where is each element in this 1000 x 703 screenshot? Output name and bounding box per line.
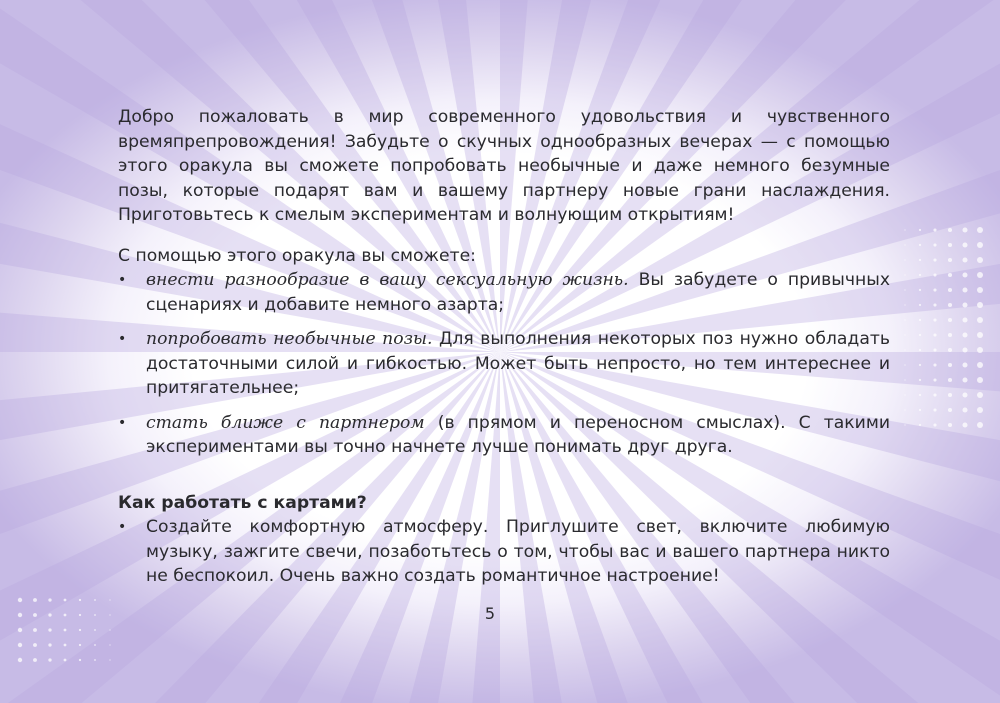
background-dot bbox=[919, 334, 921, 336]
background-dot bbox=[18, 658, 22, 662]
background-dot bbox=[48, 598, 51, 601]
background-dot bbox=[94, 599, 96, 601]
background-dot bbox=[109, 659, 110, 660]
background-dot bbox=[109, 644, 110, 645]
list-item-text: Вы забудете о привычных сценариях и добавите немного азарта; bbox=[146, 270, 891, 315]
section-heading: Как работать с картами? bbox=[118, 492, 367, 513]
list-item-emphasis: попробовать необычные позы. bbox=[146, 329, 433, 349]
background-dot bbox=[977, 392, 983, 398]
background-dot bbox=[919, 349, 921, 351]
background-dot bbox=[18, 598, 22, 602]
background-dot bbox=[94, 659, 96, 661]
background-dot bbox=[948, 408, 952, 412]
background-dot bbox=[933, 408, 936, 411]
background-dot bbox=[64, 599, 67, 602]
background-dot bbox=[977, 347, 983, 353]
background-dot bbox=[933, 378, 936, 381]
background-dot bbox=[933, 333, 936, 336]
background-dot bbox=[48, 643, 51, 646]
steps-list bbox=[118, 515, 890, 589]
bullet-marker: • bbox=[118, 331, 127, 347]
background-dot bbox=[948, 258, 952, 262]
background-dot bbox=[109, 629, 110, 630]
background-dot bbox=[79, 599, 81, 601]
background-dot bbox=[919, 259, 921, 261]
background-dot bbox=[977, 257, 983, 263]
background-dot bbox=[962, 392, 967, 397]
list-item-text: Создайте комфортную атмосферу. Приглушите свет, включите любимую музыку, зажгите свечи, позаботьтесь о том, чтобы вас и вашего партнера никто не беспокоил. Очень важно создать романтичное настроение! bbox=[146, 517, 890, 586]
background-dot bbox=[977, 377, 983, 383]
background-dot bbox=[919, 244, 921, 246]
background-dot bbox=[919, 364, 921, 366]
background-dot bbox=[948, 318, 952, 322]
background-dot bbox=[933, 303, 936, 306]
background-dot bbox=[948, 333, 952, 337]
background-dot bbox=[977, 362, 983, 368]
background-dot bbox=[48, 613, 51, 616]
background-dot bbox=[919, 379, 921, 381]
background-dot bbox=[904, 274, 905, 275]
background-dot bbox=[904, 349, 905, 350]
background-dot bbox=[919, 424, 921, 426]
background-dot bbox=[94, 614, 96, 616]
background-dot bbox=[109, 599, 110, 600]
background-dot bbox=[933, 393, 936, 396]
background-dot bbox=[18, 628, 22, 632]
background-dot bbox=[977, 272, 983, 278]
background-dot bbox=[919, 394, 921, 396]
background-dot bbox=[904, 424, 905, 425]
background-dot bbox=[933, 423, 936, 426]
background-dot bbox=[962, 347, 967, 352]
background-dot bbox=[962, 227, 967, 232]
background-dot bbox=[919, 304, 921, 306]
list-item bbox=[118, 268, 890, 317]
background-dot bbox=[962, 242, 967, 247]
background-dot bbox=[904, 319, 905, 320]
background-dot bbox=[977, 422, 983, 428]
list-item-emphasis: стать ближе с партнером bbox=[146, 412, 425, 433]
background-dot bbox=[948, 303, 952, 307]
background-dot bbox=[94, 644, 96, 646]
list-item bbox=[118, 327, 890, 401]
background-dot bbox=[79, 614, 81, 616]
list-item-text: (в прямом и переносном смыслах). С такими экспериментами вы точно начнете лучше понимать друг друга. bbox=[146, 412, 890, 457]
background-dot bbox=[948, 273, 952, 277]
background-dot bbox=[64, 614, 67, 617]
background-dot bbox=[977, 287, 983, 293]
background-dot bbox=[933, 228, 936, 231]
list-item-text: Для выполнения некоторых поз нужно обладать достаточными силой и гибкостью. Может быть непросто, но тем интереснее и притягательнее; bbox=[146, 329, 890, 398]
background-dot bbox=[977, 407, 983, 413]
background-dot bbox=[977, 227, 983, 233]
background-dot bbox=[18, 613, 22, 617]
background-dot bbox=[948, 243, 952, 247]
background-dot bbox=[33, 658, 37, 662]
background-dot bbox=[48, 628, 51, 631]
benefits-list bbox=[118, 268, 890, 460]
background-dot bbox=[977, 242, 983, 248]
content bbox=[118, 105, 890, 589]
background-dot bbox=[919, 229, 921, 231]
background-dot bbox=[933, 363, 936, 366]
background-dot bbox=[962, 422, 967, 427]
background-dot bbox=[18, 643, 22, 647]
background-dot bbox=[904, 334, 905, 335]
background-dot bbox=[948, 378, 952, 382]
background-dot bbox=[904, 244, 905, 245]
bullet-marker: • bbox=[118, 414, 127, 431]
background-dot bbox=[933, 243, 936, 246]
background-dot bbox=[977, 302, 983, 308]
background-dot bbox=[48, 658, 51, 661]
background-dot bbox=[948, 228, 952, 232]
background-dot bbox=[904, 364, 905, 365]
background-dot bbox=[933, 288, 936, 291]
background-dot bbox=[33, 613, 37, 617]
background-dot bbox=[933, 348, 936, 351]
background-dot bbox=[919, 409, 921, 411]
bullet-marker: • bbox=[118, 519, 127, 535]
background-dot bbox=[933, 318, 936, 321]
bullet-marker: • bbox=[118, 272, 127, 288]
background-dot bbox=[933, 258, 936, 261]
background-dot bbox=[948, 423, 952, 427]
background-dot bbox=[94, 629, 96, 631]
background-dot bbox=[64, 629, 67, 632]
background-dot bbox=[33, 643, 37, 647]
background-dot bbox=[79, 659, 81, 661]
background-dot bbox=[904, 289, 905, 290]
background-dot bbox=[79, 629, 81, 631]
background-dot bbox=[109, 614, 110, 615]
background-dot bbox=[904, 409, 905, 410]
background-dot bbox=[79, 644, 81, 646]
page-number: 5 bbox=[484, 604, 496, 623]
background-dot bbox=[962, 272, 967, 277]
intro-paragraph: Добро пожаловать в мир современного удовольствия и чувственного времяпрепровождения! Забудьте о скучных однообразных вечерах — с помощью этого оракула вы сможете попробовать необычные и даже немного безумные позы, которые подарят вам и вашему партнеру новые грани наслаждения. Приготовьтесь к смелым экспериментам и волнующим открытиям! bbox=[118, 107, 890, 225]
background-dot bbox=[977, 332, 983, 338]
list-item bbox=[118, 411, 890, 460]
background-dot bbox=[33, 628, 37, 632]
background-dot bbox=[933, 273, 936, 276]
background-dot bbox=[64, 659, 67, 662]
background-dot bbox=[962, 317, 967, 322]
background-dot bbox=[962, 302, 967, 307]
background-dot bbox=[948, 348, 952, 352]
background-dot bbox=[919, 274, 921, 276]
list-item bbox=[118, 515, 890, 589]
background-dot bbox=[948, 363, 952, 367]
background-dot bbox=[33, 598, 37, 602]
background-dot bbox=[919, 289, 921, 291]
background-dot bbox=[904, 259, 905, 260]
background-dot bbox=[904, 229, 905, 230]
background-dot bbox=[948, 288, 952, 292]
background-dot bbox=[904, 394, 905, 395]
background-dot bbox=[948, 393, 952, 397]
subintro-paragraph: С помощью этого оракула вы сможете: bbox=[118, 245, 476, 266]
background-dot bbox=[64, 644, 67, 647]
background-dot bbox=[919, 319, 921, 321]
list-item-emphasis: внести разнообразие в вашу сексуальную жизнь. bbox=[146, 270, 629, 290]
background-dot bbox=[977, 317, 983, 323]
background-dot bbox=[962, 407, 967, 412]
background-dot bbox=[962, 257, 967, 262]
background-dot bbox=[962, 332, 967, 337]
background-dot bbox=[962, 377, 967, 382]
background-dot bbox=[962, 362, 967, 367]
background-dot bbox=[904, 379, 905, 380]
background-dot bbox=[962, 287, 967, 292]
background-dot bbox=[904, 304, 905, 305]
